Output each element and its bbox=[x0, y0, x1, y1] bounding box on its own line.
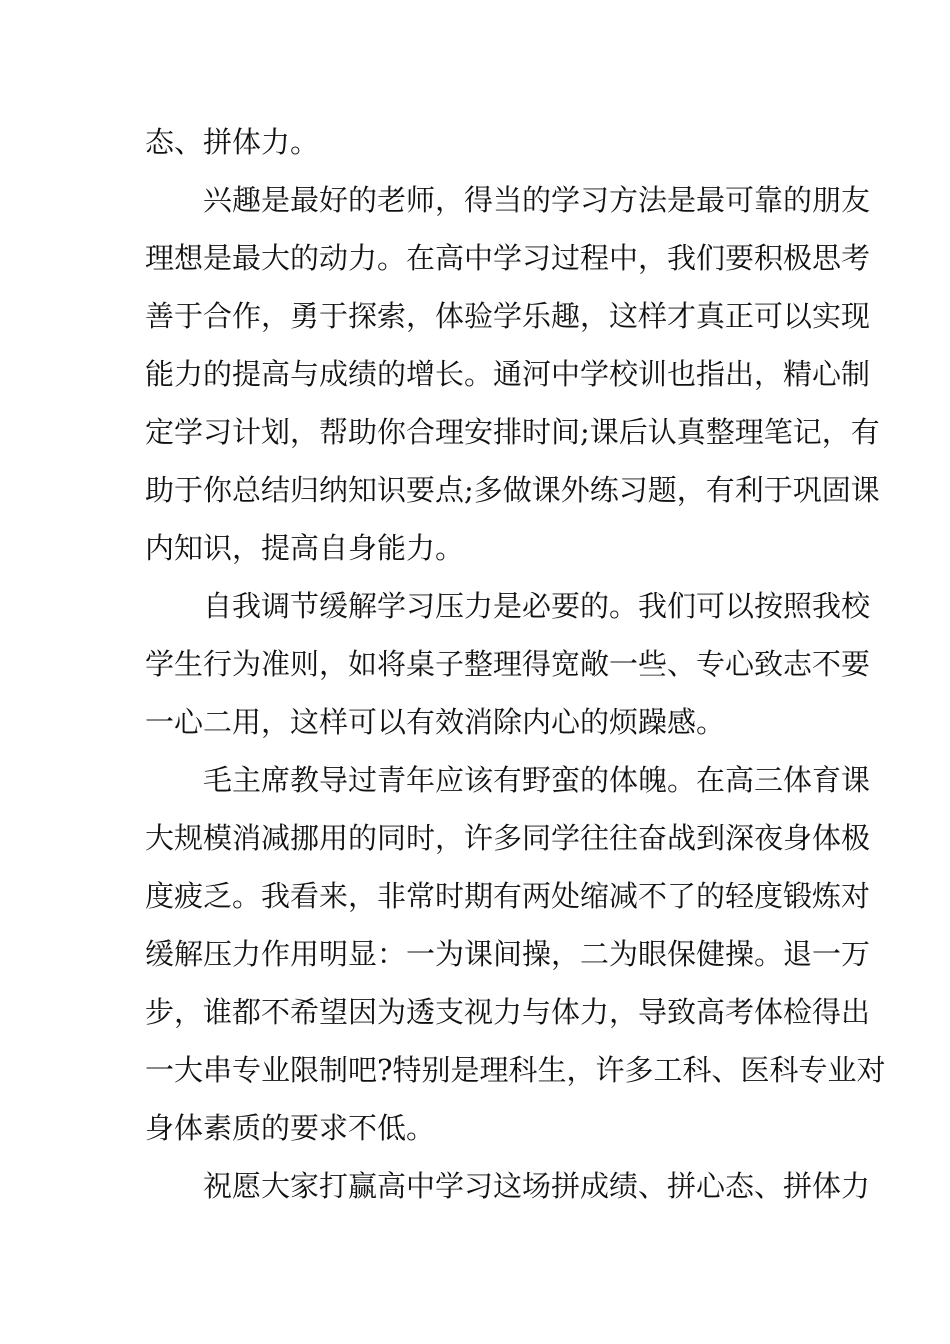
text-line: 态、拼体力。 bbox=[145, 125, 320, 159]
text-line: 一大串专业限制吧?特别是理科生，许多工科、医科专业对 bbox=[145, 1053, 886, 1087]
text-line: 缓解压力作用明显：一为课间操，二为眼保健操。退一万 bbox=[145, 937, 871, 971]
text-line: 步，谁都不希望因为透支视力与体力，导致高考体检得出 bbox=[145, 995, 871, 1029]
text-line: 助于你总结归纳知识要点;多做课外练习题，有利于巩固课 bbox=[145, 473, 880, 507]
text-line: 身体素质的要求不低。 bbox=[145, 1111, 436, 1145]
text-line: 理想是最大的动力。在高中学习过程中，我们要积极思考 bbox=[145, 241, 871, 275]
text-line: 大规模消减挪用的同时，许多同学往往奋战到深夜身体极 bbox=[145, 821, 871, 855]
paragraph-first-line: 毛主席教导过青年应该有野蛮的体魄。在高三体育课 bbox=[203, 763, 871, 797]
paragraph-first-line: 祝愿大家打赢高中学习这场拼成绩、拼心态、拼体力 bbox=[203, 1169, 871, 1203]
paragraph-first-line: 自我调节缓解学习压力是必要的。我们可以按照我校 bbox=[203, 589, 871, 623]
text-line: 内知识，提高自身能力。 bbox=[145, 531, 465, 565]
text-line: 善于合作，勇于探索，体验学乐趣，这样才真正可以实现 bbox=[145, 299, 871, 333]
text-line: 一心二用，这样可以有效消除内心的烦躁感。 bbox=[145, 705, 726, 739]
text-line: 学生行为准则，如将桌子整理得宽敞一些、专心致志不要 bbox=[145, 647, 871, 681]
text-line: 度疲乏。我看来，非常时期有两处缩减不了的轻度锻炼对 bbox=[145, 879, 871, 913]
paragraph-first-line: 兴趣是最好的老师，得当的学习方法是最可靠的朋友 bbox=[203, 183, 871, 217]
text-line: 能力的提高与成绩的增长。通河中学校训也指出，精心制 bbox=[145, 357, 871, 391]
text-line: 定学习计划，帮助你合理安排时间;课后认真整理笔记，有 bbox=[145, 415, 880, 449]
